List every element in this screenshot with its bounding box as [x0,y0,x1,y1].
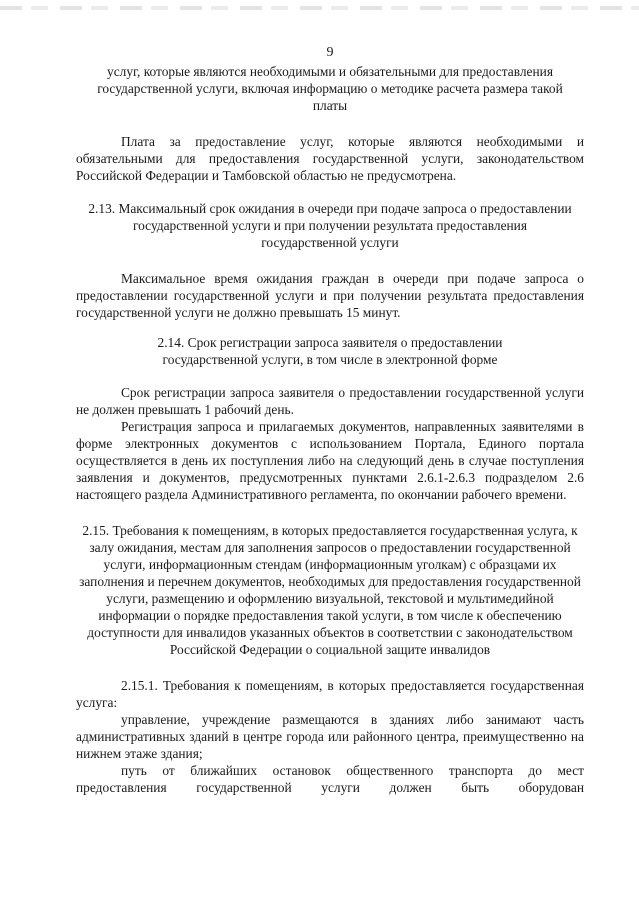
section-heading-2-14: 2.14. Срок регистрации запроса заявителя о предоставлении государственной услуги, в том числе в электронной форме [157,335,503,367]
scan-edge-artifact [0,6,639,10]
paragraph-building-placement: управление, учреждение размещаются в зданиях либо занимают часть административных зданий в центре города или районного центра, преимущественно на нижнем этаже здания; [76,712,584,761]
section-heading-2-13: 2.13. Максимальный срок ожидания в очереди при подаче запроса о предоставлении государственной услуги и при получении результата предоставления государственной услуги [88,201,572,250]
paragraph-electronic-registration: Регистрация запроса и прилагаемых документов, направленных заявителями в форме электронных документов с использованием Портала, Единого портала осуществляется в день их поступления либо на следующий день в случае поступления заявления и документов, предусмотренных пунктами 2.6.1-2.6.3 подразделом 2.6 настоящего раздела Административного регламента, по окончании рабочего времени. [76,419,584,502]
paragraph-max-wait-time: Максимальное время ожидания граждан в очереди при подаче запроса о предоставлении государственной услуги и при получении результата предоставления государственной услуги не должно превышать 15 минут. [76,271,584,320]
section-heading-fee-methodology: услуг, которые являются необходимыми и обязательными для предоставления государственной услуги, включая информацию о методике расчета размера такой платы [97,64,563,113]
paragraph-fee-not-provided: Плата за предоставление услуг, которые являются необходимыми и обязательными для предоставления государственной услуги, законодательством Российской Федерации и Тамбовской областью не предусмотрена. [76,134,584,183]
paragraph-2-15-1: 2.15.1. Требования к помещениям, в которых предоставляется государственная услуга: [76,678,584,710]
paragraph-transport-path: путь от ближайших остановок общественного транспорта до мест предоставления государственной услуги должен быть оборудован [76,763,584,795]
page-number: 9 [326,45,334,60]
section-heading-2-15: 2.15. Требования к помещениям, в которых предоставляется государственная услуга, к залу ожидания, местам для заполнения запросов о предоставлении государственной услуги, информационным стендам (информационным уголкам) с образцами их заполнения и перечнем документов, необходимых для предоставления государственной услуги, размещению и оформлению визуальной, текстовой и мультимедийной информации о порядке предоставления такой услуги, в том числе к обеспечению доступности для инвалидов указанных объектов в соответствии с законодательством Российской Федерации о социальной защите инвалидов [79,523,581,657]
paragraph-registration-term: Срок регистрации запроса заявителя о предоставлении государственной услуги не должен превышать 1 рабочий день. [76,385,584,417]
document-page [76,44,584,796]
